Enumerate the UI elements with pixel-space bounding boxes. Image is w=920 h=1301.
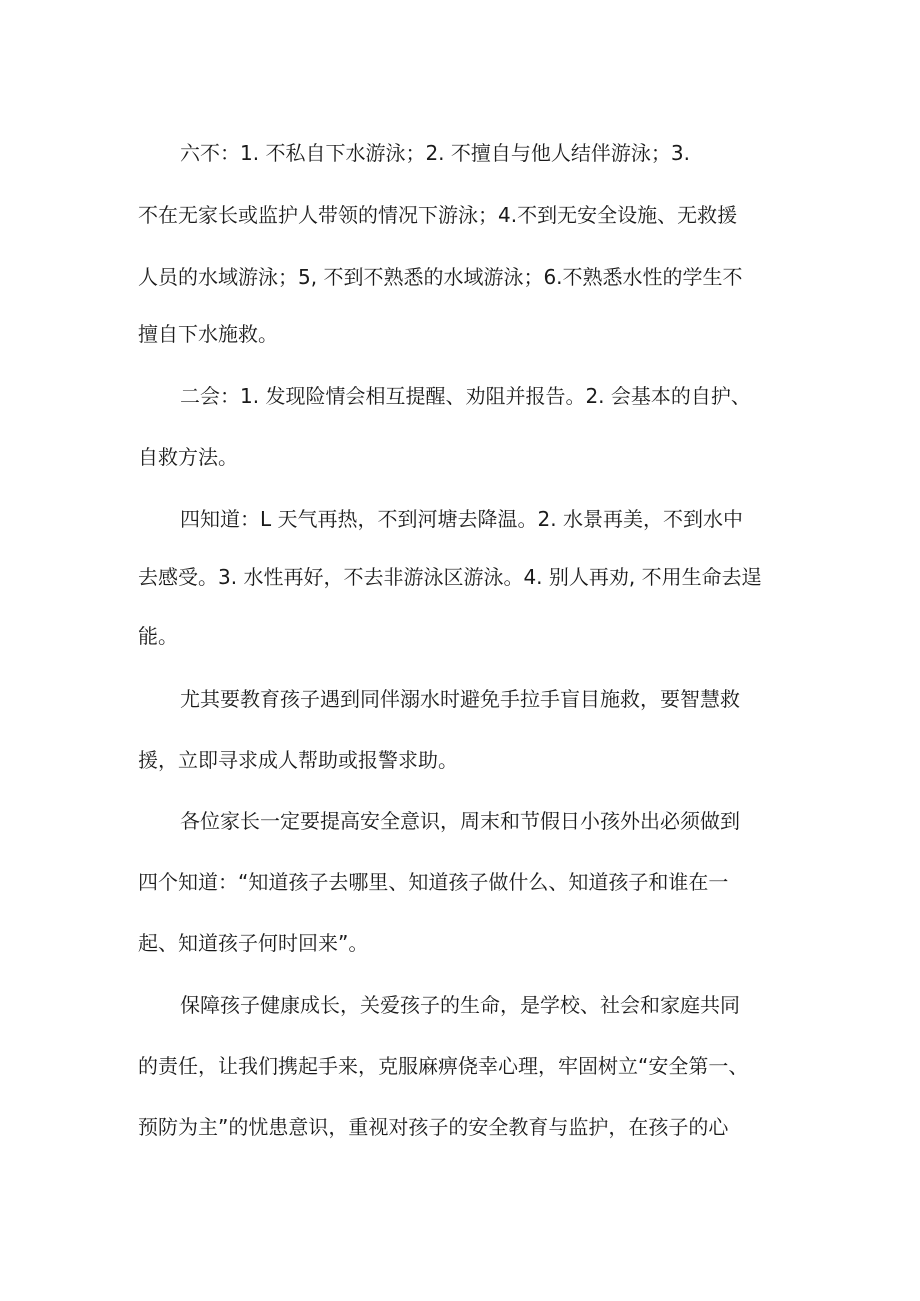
- text-line: 各位家长一定要提高安全意识，周末和节假日小孩外出必须做到: [180, 809, 740, 833]
- text-line: 六不：1. 不私自下水游泳；2. 不擅自与他人结伴游泳；3.: [180, 141, 690, 165]
- text-line: 去感受。3. 水性再好，不去非游泳区游泳。4. 别人再劝, 不用生命去逞: [138, 565, 762, 589]
- text-line: 二会：1. 发现险情会相互提醒、劝阻并报告。2. 会基本的自护、: [180, 384, 751, 408]
- text-line: 四知道：L 天气再热，不到河塘去降温。2. 水景再美，不到水中: [180, 507, 743, 531]
- text-line: 尤其要教育孩子遇到同伴溺水时避免手拉手盲目施救，要智慧救: [180, 687, 740, 711]
- text-line: 预防为主”的忧患意识，重视对孩子的安全教育与监护，在孩子的心: [138, 1115, 729, 1139]
- text-line: 援，立即寻求成人帮助或报警求助。: [138, 748, 458, 772]
- text-line: 起、知道孩子何时回来”。: [138, 931, 369, 955]
- text-line: 能。: [138, 624, 178, 648]
- text-line: 擅自下水施救。: [138, 322, 278, 346]
- text-line: 自救方法。: [138, 445, 238, 469]
- text-line: 保障孩子健康成长，关爱孩子的生命，是学校、社会和家庭共同: [180, 993, 740, 1017]
- text-line: 四个知道：“知道孩子去哪里、知道孩子做什么、知道孩子和谁在一: [138, 870, 729, 894]
- text-line: 的责任，让我们携起手来，克服麻痹侥幸心理，牢固树立“安全第一、: [138, 1054, 749, 1078]
- text-line: 人员的水域游泳；5, 不到不熟悉的水域游泳；6.不熟悉水性的学生不: [138, 265, 743, 289]
- text-line: 不在无家长或监护人带领的情况下游泳；4.不到无安全设施、无救援: [138, 203, 738, 227]
